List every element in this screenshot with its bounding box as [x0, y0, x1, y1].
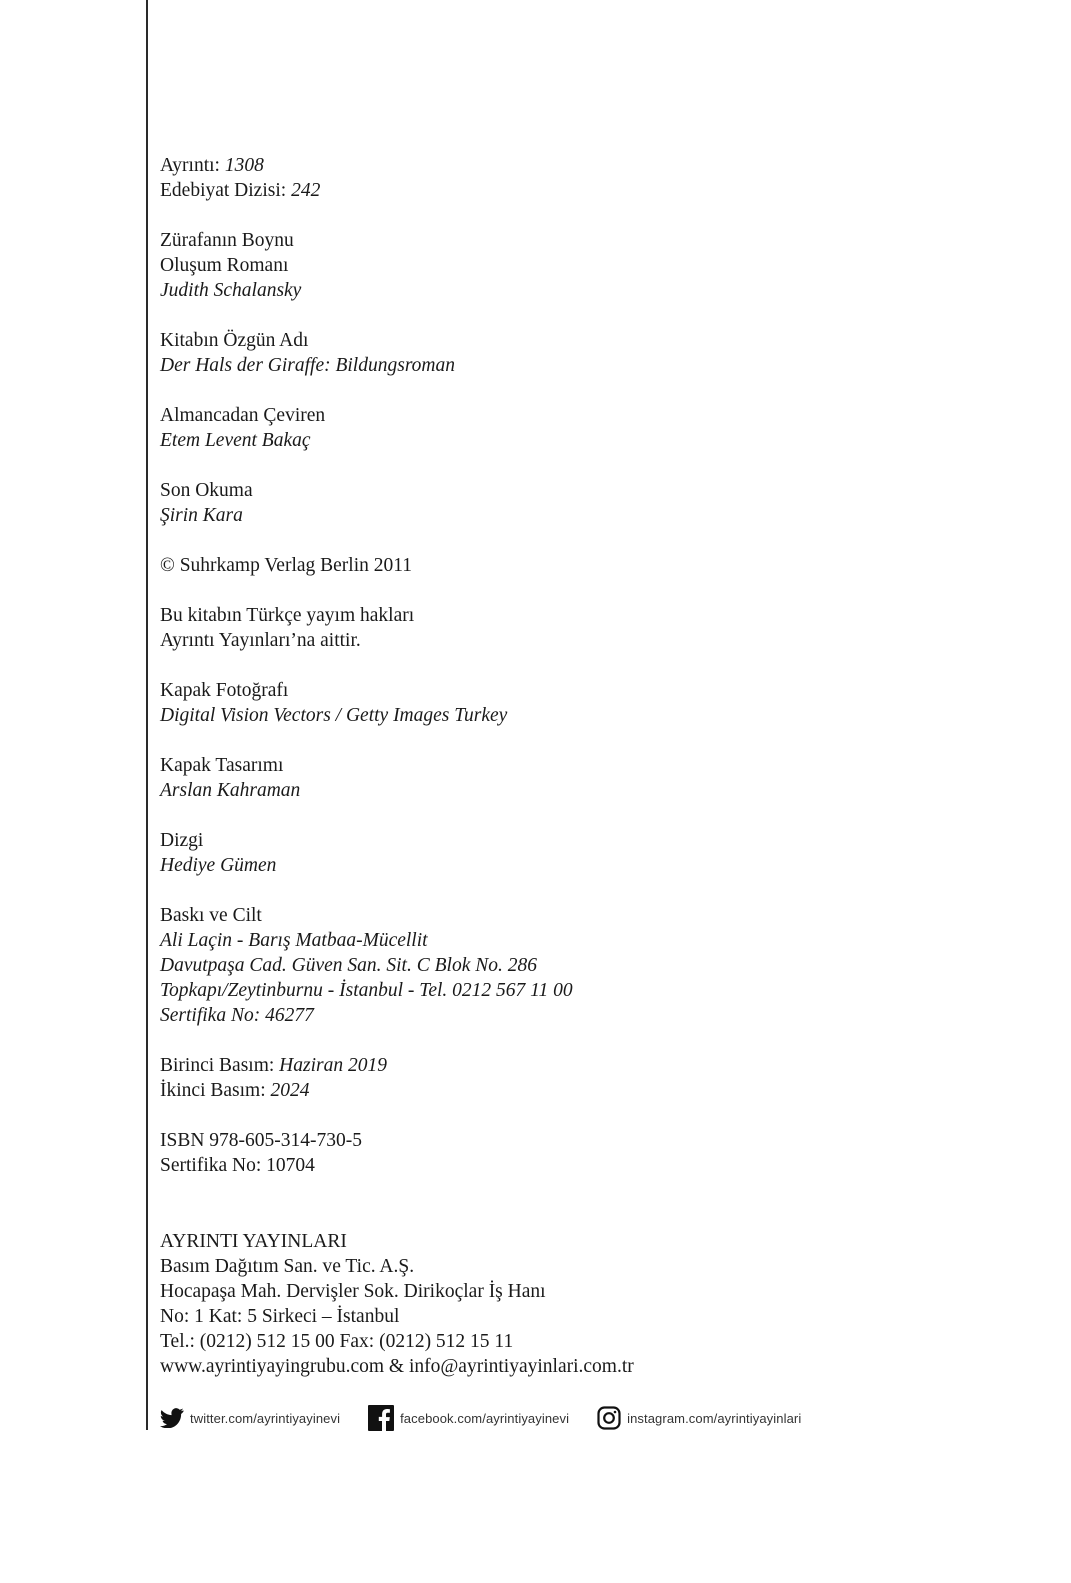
printer-name: Ali Laçin - Barış Matbaa-Mücellit — [160, 930, 428, 951]
copyright-notice: © Suhrkamp Verlag Berlin 2011 — [160, 555, 413, 576]
book-author: Judith Schalansky — [160, 280, 302, 301]
page-margin-rule — [146, 0, 148, 1430]
publisher-address-line: Hocapaşa Mah. Dervişler Sok. Dirikoçlar İş Hanı — [160, 1281, 546, 1302]
printer-address-line: Davutpaşa Cad. Güven San. Sit. C Blok No. 286 — [160, 955, 537, 976]
cover-designer-name: Arslan Kahraman — [160, 780, 301, 801]
proofreading-block — [160, 478, 1040, 528]
publisher-name: AYRINTI YAYINLARI — [160, 1231, 347, 1252]
series-line — [160, 153, 1040, 178]
translator-label: Almancadan Çeviren — [160, 405, 326, 426]
series-label: Ayrıntı: — [160, 155, 220, 176]
translator-block — [160, 403, 1040, 453]
proofreading-label: Son Okuma — [160, 480, 253, 501]
cover-design-label: Kapak Tasarımı — [160, 755, 284, 776]
instagram-icon — [597, 1406, 621, 1430]
isbn-number: ISBN 978-605-314-730-5 — [160, 1130, 363, 1151]
second-edition-date: 2024 — [270, 1080, 310, 1101]
second-edition-label: İkinci Basım: — [160, 1080, 266, 1101]
first-edition-label: Birinci Basım: — [160, 1055, 275, 1076]
cover-design-block — [160, 753, 1040, 803]
social-links — [160, 1403, 829, 1433]
publisher-phone-fax: Tel.: (0212) 512 15 00 Fax: (0212) 512 15 11 — [160, 1331, 514, 1352]
original-title-block — [160, 328, 1040, 378]
second-edition-line — [160, 1078, 1040, 1103]
editions-block — [160, 1053, 1040, 1103]
rights-block — [160, 603, 1040, 653]
printing-label: Baskı ve Cilt — [160, 905, 262, 926]
isbn-block — [160, 1128, 1040, 1178]
social-facebook[interactable] — [368, 1405, 569, 1431]
publisher-web-email[interactable]: www.ayrintiyayingrubu.com & info@ayrintiyayinlari.com.tr — [160, 1356, 634, 1377]
printing-block — [160, 903, 1040, 1028]
publisher-certificate: Sertifika No: 10704 — [160, 1155, 315, 1176]
copyright-block — [160, 553, 1040, 578]
facebook-link-text: facebook.com/ayrintiyayinevi — [400, 1410, 570, 1426]
social-twitter[interactable] — [160, 1408, 340, 1428]
twitter-link-text: twitter.com/ayrintiyayinevi — [190, 1410, 341, 1426]
cover-photo-block — [160, 678, 1040, 728]
social-instagram[interactable] — [597, 1406, 801, 1430]
first-edition-line — [160, 1053, 1040, 1078]
series-number: 1308 — [224, 155, 264, 176]
translator-name: Etem Levent Bakaç — [160, 430, 311, 451]
book-subtitle: Oluşum Romanı — [160, 255, 289, 276]
series-info-block — [160, 153, 1040, 203]
printer-city-phone: Topkapı/Zeytinburnu - İstanbul - Tel. 0212 567 11 00 — [160, 980, 573, 1001]
instagram-link-text: instagram.com/ayrintiyayinlari — [627, 1410, 802, 1426]
colophon — [160, 153, 1040, 1203]
first-edition-date: Haziran 2019 — [279, 1055, 387, 1076]
printer-certificate: Sertifika No: 46277 — [160, 1005, 314, 1026]
typesetting-label: Dizgi — [160, 830, 204, 851]
publisher-block — [160, 1229, 634, 1379]
cover-photo-label: Kapak Fotoğrafı — [160, 680, 289, 701]
proofreader-name: Şirin Kara — [160, 505, 243, 526]
rights-line-1: Bu kitabın Türkçe yayım hakları — [160, 605, 415, 626]
book-info-block — [160, 228, 1040, 303]
typesetter-name: Hediye Gümen — [160, 855, 277, 876]
original-title-label: Kitabın Özgün Adı — [160, 330, 309, 351]
book-title: Zürafanın Boynu — [160, 230, 294, 251]
publisher-company-line: Basım Dağıtım San. ve Tic. A.Ş. — [160, 1256, 415, 1277]
subseries-line — [160, 178, 1040, 203]
facebook-icon — [368, 1405, 394, 1431]
twitter-icon — [160, 1408, 184, 1428]
subseries-label: Edebiyat Dizisi: — [160, 180, 287, 201]
typesetting-block — [160, 828, 1040, 878]
cover-photo-credit: Digital Vision Vectors / Getty Images Turkey — [160, 705, 508, 726]
rights-line-2: Ayrıntı Yayınları’na aittir. — [160, 630, 361, 651]
original-title-value: Der Hals der Giraffe: Bildungsroman — [160, 355, 456, 376]
publisher-city-line: No: 1 Kat: 5 Sirkeci – İstanbul — [160, 1306, 400, 1327]
subseries-number: 242 — [291, 180, 321, 201]
